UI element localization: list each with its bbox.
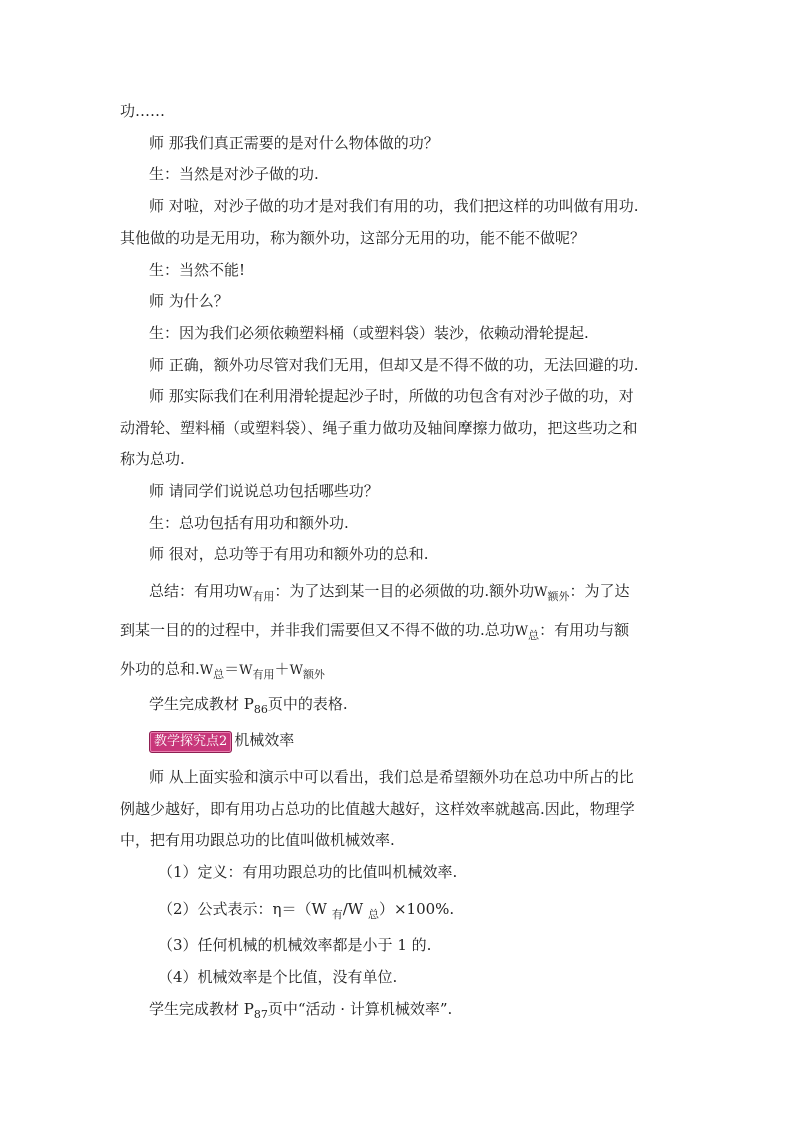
list-item: （3）任何机械的机械效率都是小于 1 的.	[158, 936, 432, 954]
list-item: （2）公式表示：η＝（W $_有$/W $_总$）×100%.	[158, 900, 455, 921]
section-heading	[149, 729, 719, 753]
text-line: 其他做的功是无用功，称为额外功，这部分无用的功，能不能不做呢？	[120, 229, 586, 247]
text-line: 师 对啦，对沙子做的功才是对我们有用的功，我们把这样的功叫做有用功.	[149, 197, 639, 215]
text-line: 师 那实际我们在利用滑轮提起沙子时，所做的功包含有对沙子做的功，对	[149, 387, 634, 405]
text-line: 中，把有用功跟总功的比值叫做机械效率.	[120, 831, 395, 849]
text-line: 师 那我们真正需要的是对什么物体做的功？	[149, 134, 439, 152]
text-line: 动滑轮、塑料桶（或塑料袋）、绳子重力做功及轴间摩擦力做功，把这些功之和	[120, 419, 638, 437]
text-line: 例越少越好，即有用功占总功的比值越大越好，这样效率就越高.因此，物理学	[120, 800, 635, 818]
text-line: 师 请同学们说说总功包括哪些功？	[149, 482, 379, 500]
textbook-task-2: 学生完成教材 $P_{87}$页中“活动 · 计算机械效率”.	[149, 1000, 453, 1021]
text-line: 功……	[120, 102, 166, 120]
summary-line-2: 到某一目的的过程中，并非我们需要但又不得不做的功.总功$W_总$：有用功与额	[120, 621, 630, 642]
text-line: 生：总功包括有用功和额外功.	[149, 514, 349, 532]
text-line: 师 为什么？	[149, 292, 229, 310]
textbook-task-1: 学生完成教材 $P_{86}$页中的表格.	[149, 695, 348, 716]
summary-line-1: 总结：有用功$W_{有用}$：为了达到某一目的必须做的功.额外功$W_{额外}$：为了达	[149, 582, 630, 603]
text-line: 师 从上面实验和演示中可以看出，我们总是希望额外功在总功中所占的比	[149, 768, 634, 786]
text-line: 生：因为我们必须依赖塑料桶（或塑料袋）装沙，依赖动滑轮提起.	[149, 324, 589, 342]
list-item: （1）定义：有用功跟总功的比值叫机械效率.	[158, 863, 458, 881]
text-line: 师 正确，额外功尽管对我们无用，但却又是不得不做的功，无法回避的功.	[149, 356, 639, 374]
text-line: 生：当然是对沙子做的功.	[149, 165, 319, 183]
section-badge: 教学探究点2	[149, 731, 232, 753]
summary-formula-line: 外功的总和$.W_总=W_{有用}+W_{额外}$	[120, 660, 325, 681]
list-item: （4）机械效率是个比值，没有单位.	[158, 968, 398, 986]
section-title: 机械效率	[234, 731, 295, 749]
text-line: 师 很对，总功等于有用功和额外功的总和.	[149, 545, 429, 563]
text-line: 生：当然不能!	[149, 261, 246, 279]
text-line: 称为总功.	[120, 450, 185, 468]
